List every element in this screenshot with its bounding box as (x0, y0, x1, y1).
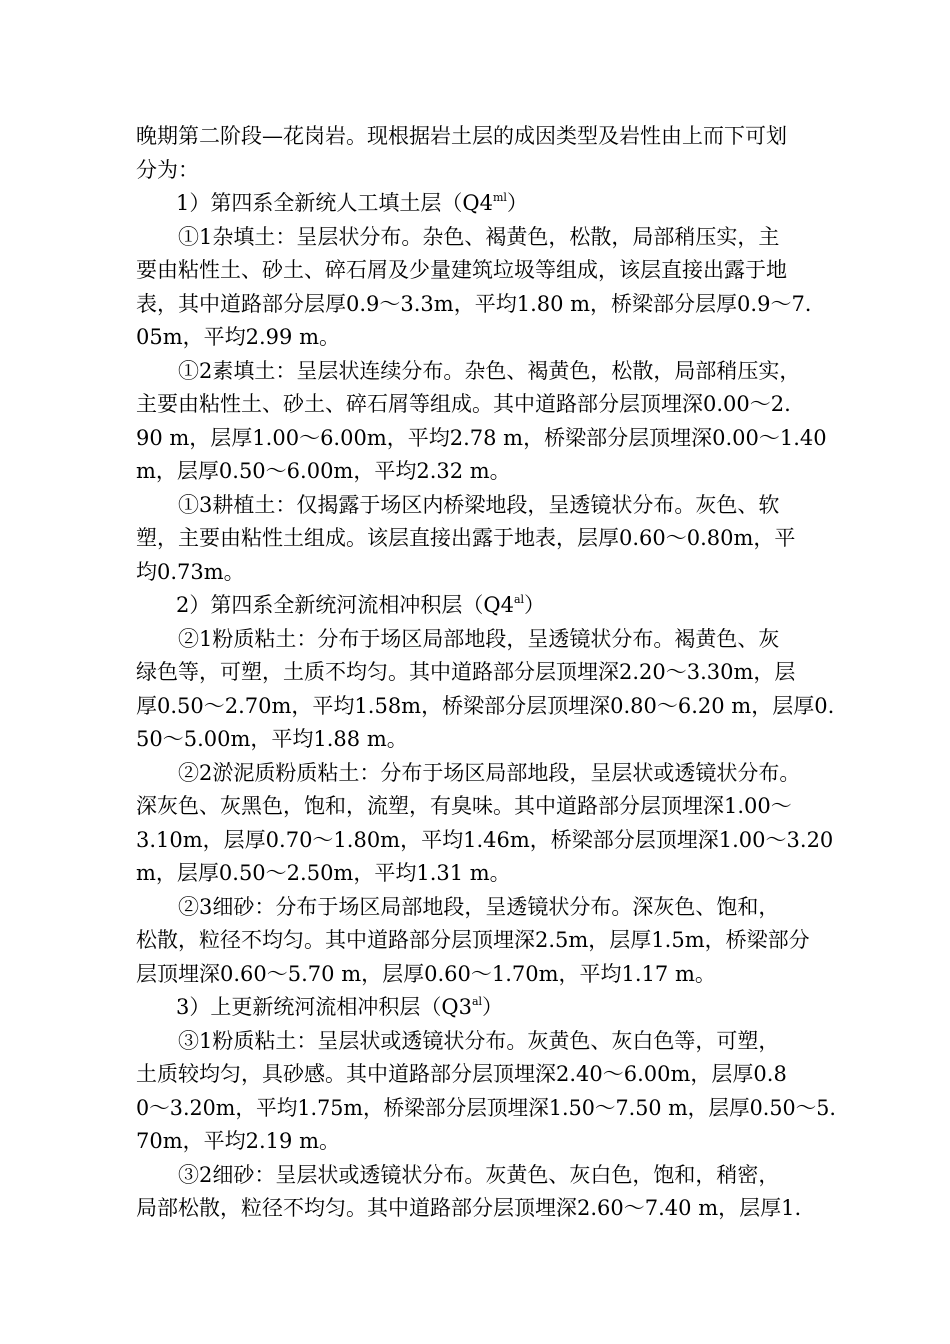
superscript: al (471, 995, 483, 1008)
text-line: m，层厚0.50～2.50m，平均1.31 m。 (136, 861, 511, 885)
text-line: 局部松散，粒径不均匀。其中道路部分层顶埋深2.60～7.40 m，层厚1. (136, 1196, 802, 1220)
section-heading: 1）第四系全新统人工填土层$(Q4^{ml})$ (176, 191, 528, 215)
document-page (136, 120, 836, 1226)
text-line: 主要由粘性土、砂土、碎石屑等组成。其中道路部分层顶埋深0.00～2. (136, 392, 791, 416)
text-line: 05m，平均2.99 m。 (136, 325, 340, 349)
text-line: 要由粘性土、砂土、碎石屑及少量建筑垃圾等组成，该层直接出露于地 (136, 258, 787, 282)
section-heading: 3）上更新统河流相冲积层$(Q3^{al})$ (176, 995, 504, 1019)
text-line: 厚0.50～2.70m，平均1.58m，桥梁部分层顶埋深0.80～6.20 m，层厚0. (136, 693, 835, 718)
text-line: 松散，粒径不均匀。其中道路部分层顶埋深2.5m，层厚1.5m，桥梁部分 (136, 928, 810, 952)
superscript: al (513, 593, 525, 606)
text-line: ①3耕植土：仅揭露于场区内桥梁地段，呈透镜状分布。灰色、软 (178, 492, 780, 517)
text-line: ②3细砂：分布于场区局部地段，呈透镜状分布。深灰色、饱和， (178, 894, 780, 919)
text-line: 晚期第二阶段—花岗岩。现根据岩土层的成因类型及岩性由上而下可划 (136, 124, 787, 148)
text-line: ③2细砂：呈层状或透镜状分布。灰黄色、灰白色，饱和，稍密， (178, 1162, 780, 1187)
text-line: 土质较均匀，具砂感。其中道路部分层顶埋深2.40～6.00m，层厚0.8 (136, 1062, 787, 1086)
text-line: ②2淤泥质粉质粘土：分布于场区局部地段，呈层状或透镜状分布。 (178, 760, 801, 785)
text-line: 深灰色、灰黑色，饱和，流塑，有臭味。其中道路部分层顶埋深1.00～ (136, 794, 792, 818)
text-line: 70m，平均2.19 m。 (136, 1129, 340, 1153)
text-line: ①2素填土：呈层状连续分布。杂色、褐黄色，松散，局部稍压实， (178, 358, 801, 383)
text-line: ③1粉质粘土：呈层状或透镜状分布。灰黄色、灰白色等，可塑， (178, 1028, 780, 1053)
section-heading: 2）第四系全新统河流相冲积层$(Q4^{al})$ (176, 593, 546, 617)
superscript: ml (492, 191, 507, 204)
text-line: 绿色等，可塑，土质不均匀。其中道路部分层顶埋深2.20～3.30m，层 (136, 660, 796, 684)
text-line: ②1粉质粘土：分布于场区局部地段，呈透镜状分布。褐黄色、灰 (178, 626, 780, 651)
text-line: 0～3.20m，平均1.75m，桥梁部分层顶埋深1.50～7.50 m，层厚0.50～5. (136, 1095, 837, 1120)
text-line: 50～5.00m，平均1.88 m。 (136, 727, 408, 751)
text-line: 塑，主要由粘性土组成。该层直接出露于地表，层厚0.60～0.80m，平 (136, 526, 796, 550)
text-line: 表，其中道路部分层厚0.9～3.3m，平均1.80 m，桥梁部分层厚0.9～7. (136, 291, 812, 316)
text-line: 3.10m，层厚0.70～1.80m，平均1.46m，桥梁部分层顶埋深1.00～3.20 (136, 827, 834, 852)
text-line: 均0.73m。 (136, 559, 245, 584)
text-line: 层顶埋深0.60～5.70 m，层厚0.60～1.70m，平均1.17 m。 (136, 961, 716, 986)
text-line: m，层厚0.50～6.00m，平均2.32 m。 (136, 459, 511, 483)
text-line: 90 m，层厚1.00～6.00m，平均2.78 m，桥梁部分层顶埋深0.00～1.40 (136, 425, 827, 450)
text-line: 分为： (136, 157, 199, 182)
text-line: ①1杂填土：呈层状分布。杂色、褐黄色，松散，局部稍压实，主 (178, 224, 780, 249)
